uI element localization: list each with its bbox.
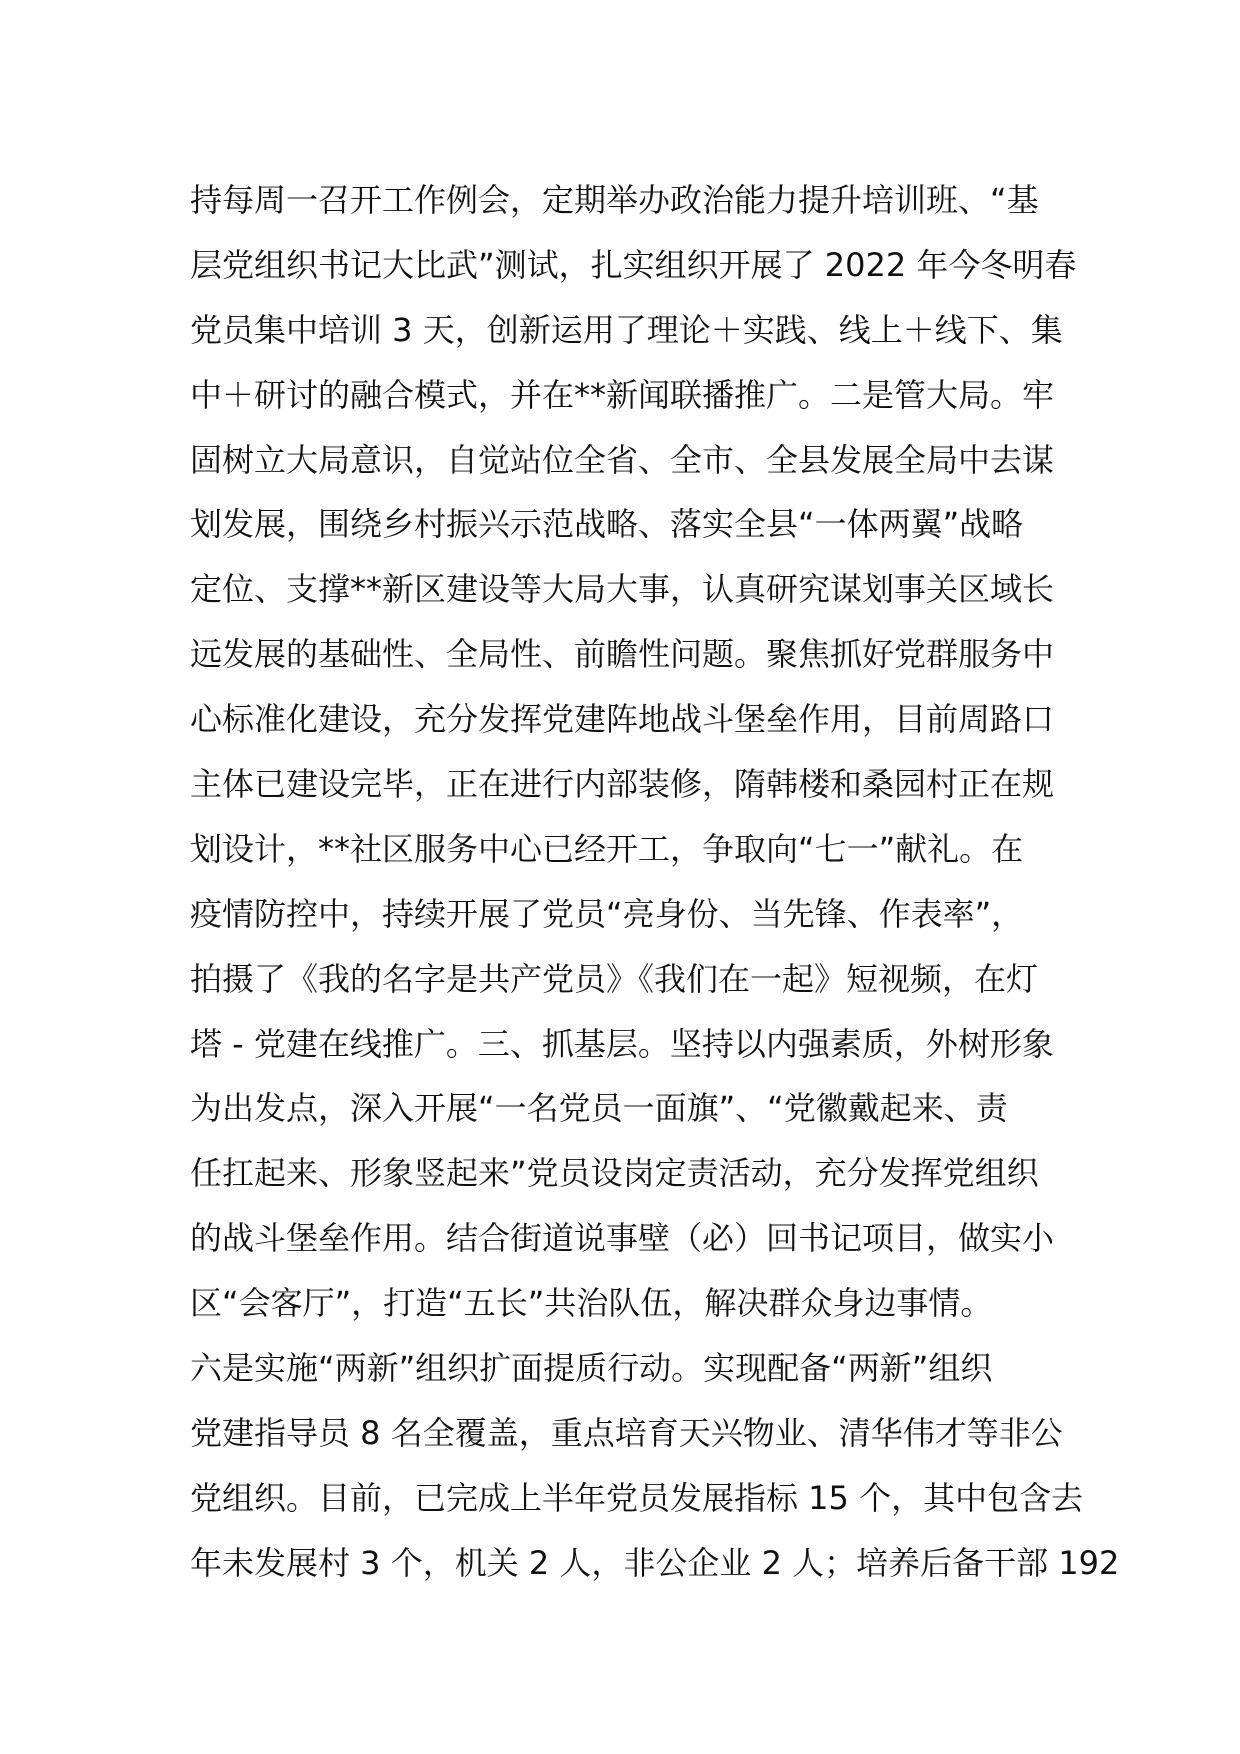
text-line-8: 远发展的基础性、全局性、前瞻性问题。聚焦抓好党群服务中 [190,635,1055,674]
text-line-10: 主体已建设完毕，正在进行内部装修，隋韩楼和桑园村正在规 [190,765,1055,804]
text-line-21: 党组织。目前，已完成上半年党员发展指标 15 个，其中包含去 [190,1478,1084,1517]
text-line-16: 任扛起来、形象竖起来”党员设岗定责活动，充分发挥党组织 [190,1154,1039,1193]
text-line-14: 塔 - 党建在线推广。三、抓基层。坚持以内强素质，外树形象 [190,1024,1054,1063]
text-line-2: 层党组织书记大比武”测试，扎实组织开展了 2022 年今冬明春 [190,245,1077,284]
text-line-7: 定位、支撑**新区建设等大局大事，认真研究谋划事关区域长 [190,570,1055,609]
text-line-1: 持每周一召开工作例会，定期举办政治能力提升培训班、“基 [190,181,1039,219]
text-line-12: 疫情防控中，持续开展了党员“亮身份、当先锋、作表率”， [190,894,1024,933]
text-line-20: 党建指导员 8 名全覆盖，重点培育天兴物业、清华伟才等非公 [190,1413,1063,1452]
text-line-15: 为出发点，深入开展“一名党员一面旗”、“党徽戴起来、责 [190,1089,1008,1128]
text-line-4: 中＋研讨的融合模式，并在**新闻联播推广。二是管大局。牢 [190,375,1055,414]
text-line-19: 六是实施“两新”组织扩面提质行动。实现配备“两新”组织 [190,1349,993,1388]
text-line-11: 划设计，**社区服务中心已经开工，争取向“七一”献礼。在 [190,829,1024,868]
text-line-13: 拍摄了《我的名字是共产党员》《我们在一起》短视频，在灯 [190,959,1039,998]
body-text [190,168,1120,1596]
text-line-17: 的战斗堡垒作用。结合街道说事壁（必）回书记项目，做实小 [190,1219,1055,1258]
text-line-22: 年未发展村 3 个，机关 2 人，非公企业 2 人；培养后备干部 192 [190,1543,1120,1582]
text-line-3: 党员集中培训 3 天，创新运用了理论＋实践、线上＋线下、集 [190,310,1063,349]
text-line-6: 划发展，围绕乡村振兴示范战略、落实全县“一体两翼”战略 [190,505,1024,544]
text-line-9: 心标准化建设，充分发挥党建阵地战斗堡垒作用，目前周路口 [190,700,1055,739]
text-line-5: 固树立大局意识，自觉站位全省、全市、全县发展全局中去谋 [190,440,1055,479]
text-line-18: 区“会客厅”，打造“五长”共治队伍，解决群众身边事情。 [190,1284,993,1323]
